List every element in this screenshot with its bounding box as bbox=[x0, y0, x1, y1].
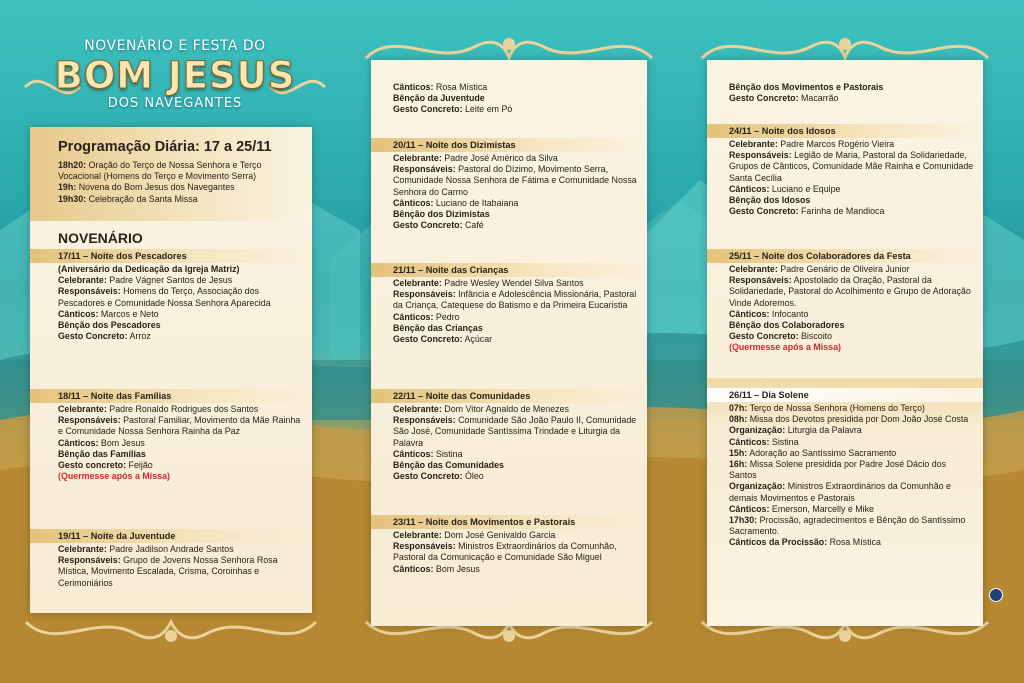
section-21: Celebrante: Padre Wesley Wendel Silva Santos Responsáveis: Infância e Adolescência Missionária, Pastoral da Criança, Catequese do Batismo e da Primeira Eucaristia Cânticos: Pedro Bênção das Crianças Gesto Concreto: Açúcar bbox=[393, 278, 637, 345]
section-26: 07h: Terço de Nossa Senhora (Homens do Terço) 08h: Missa dos Devotos presidida por Dom João José Costa Organização: Liturgia da Palavra Cânticos: Sistina 15h: Adoração ao Santíssimo Sacramento 16h: Missa Solene presidida por Padre José Dácio dos Santos Organização: Ministros Extraordinários da Comunhão e demais Movimentos e Pastorais Cânticos: Emerson, Marcelly e Mike 17h30: Procissão, agradecimentos e Bênção do Santíssimo Sacramento. Cânticos da Procissão: Rosa Mística bbox=[729, 403, 969, 548]
section-23-cont: Bênção dos Movimentos e Pastorais Gesto Concreto: Macarrão bbox=[729, 82, 884, 104]
section-23: Celebrante: Dom José Genivaldo Garcia Responsáveis: Ministros Extraordinários da Comunhão, Pastoral da Comunicação e Comunidade São Miguel Cânticos: Bom Jesus bbox=[393, 530, 617, 574]
section-18: Celebrante: Padre Ronaldo Rodrigues dos Santos Responsáveis: Pastoral Familiar, Movimento da Mãe Rainha e Comunidade Nossa Senhora Rainha da Paz Cânticos: Bom Jesus Bênção das Famílias Gesto concreto: Feijão (Quermesse após a Missa) bbox=[58, 404, 301, 482]
column-1 bbox=[30, 127, 312, 613]
novenario-heading: NOVENÁRIO bbox=[58, 230, 143, 246]
title-sub: DOS NAVEGANTES bbox=[107, 96, 243, 111]
section-header-26: 26/11 – Dia Solene bbox=[707, 388, 983, 402]
section-header-17: 17/11 – Noite dos Pescadores bbox=[30, 249, 312, 263]
section-header-25: 25/11 – Noite dos Colaboradores da Festa bbox=[707, 249, 983, 263]
title-top: NOVENÁRIO E FESTA DO bbox=[84, 38, 266, 54]
column-3 bbox=[707, 60, 983, 626]
section-24: Celebrante: Padre Marcos Rogério Vieira Responsáveis: Legião de Maria, Pastoral da Solidariedade, Grupos de Cânticos, Comunidade Mãe Rainha e Comunidade Santa Cecília Cânticos: Luciano e Equipe Bênção dos Idosos Gesto Concreto: Farinha de Mandioca bbox=[729, 139, 974, 217]
section-header-22: 22/11 – Noite das Comunidades bbox=[371, 389, 647, 403]
title-block bbox=[20, 32, 330, 116]
section-header-23: 23/11 – Noite dos Movimentos e Pastorais bbox=[371, 515, 647, 529]
section-header-24: 24/11 – Noite dos Idosos bbox=[707, 124, 983, 138]
programacao-title: Programação Diária: 17 a 25/11 bbox=[58, 139, 272, 155]
section-17: (Aniversário da Dedicação da Igreja Matriz) Celebrante: Padre Vágner Santos de Jesus Responsáveis: Homens do Terço, Associação dos Pescadores e Comunidade Nossa Senhora Aparecida Cânticos: Marcos e Neto Bênção dos Pescadores Gesto Concreto: Arroz bbox=[58, 264, 271, 342]
prog-item: 18h20: Oração do Terço de Nossa Senhora e Terço Vocacional (Homens do Terço e Movimento Serra) bbox=[58, 160, 262, 182]
section-22: Celebrante: Dom Vitor Agnaldo de Menezes Responsáveis: Comunidade São João Paulo II, Comunidade São José, Comunidade Santíssima Trindade e Liturgia da Palavra Cânticos: Sistina Bênção das Comunidades Gesto Concreto: Óleo bbox=[393, 404, 637, 482]
printer-logo-icon bbox=[989, 588, 1003, 602]
section-header-18: 18/11 – Noite das Famílias bbox=[30, 389, 312, 403]
section-20: Celebrante: Padre José Américo da Silva Responsáveis: Pastoral do Dízimo, Movimento Serra, Comunidade Nossa Senhora de Fátima e Comunidade Nossa Senhora do Carmo Cânticos: Luciano de Itabaiana Bênção dos Dizimistas Gesto Concreto: Café bbox=[393, 153, 637, 231]
ornament-bottom-col1 bbox=[16, 608, 326, 652]
section-19-cont: Cânticos: Rosa Mística Bênção da Juventude Gesto Concreto: Leite em Pó bbox=[393, 82, 513, 115]
column-2 bbox=[371, 60, 647, 626]
prog-item: 19h30: Celebração da Santa Missa bbox=[58, 193, 198, 204]
section-header-21: 21/11 – Noite das Crianças bbox=[371, 263, 647, 277]
prog-item: 19h: Novena do Bom Jesus dos Navegantes bbox=[58, 182, 235, 193]
section-header-20: 20/11 – Noite dos Dizimistas bbox=[371, 138, 647, 152]
section-19: Celebrante: Padre Jadilson Andrade Santos Responsáveis: Grupo de Jovens Nossa Senhora Rosa Mística, Movimento Escalada, Crisma, Coroinhas e Cerimoniários bbox=[58, 544, 278, 588]
section-header-19: 19/11 – Noite da Juventude bbox=[30, 529, 312, 543]
title-main: BOM JESUS bbox=[54, 54, 296, 97]
section-25: Celebrante: Padre Genário de Oliveira Junior Responsáveis: Apostolado da Oração, Pastoral da Solidariedade, Pastoral do Acolhimento e Grupo de Adoração Vinde Adoremos. Cânticos: Infocanto Bênção dos Colaboradores Gesto Concreto: Biscoito (Quermesse após a Missa) bbox=[729, 264, 971, 353]
programacao-box bbox=[30, 127, 312, 221]
